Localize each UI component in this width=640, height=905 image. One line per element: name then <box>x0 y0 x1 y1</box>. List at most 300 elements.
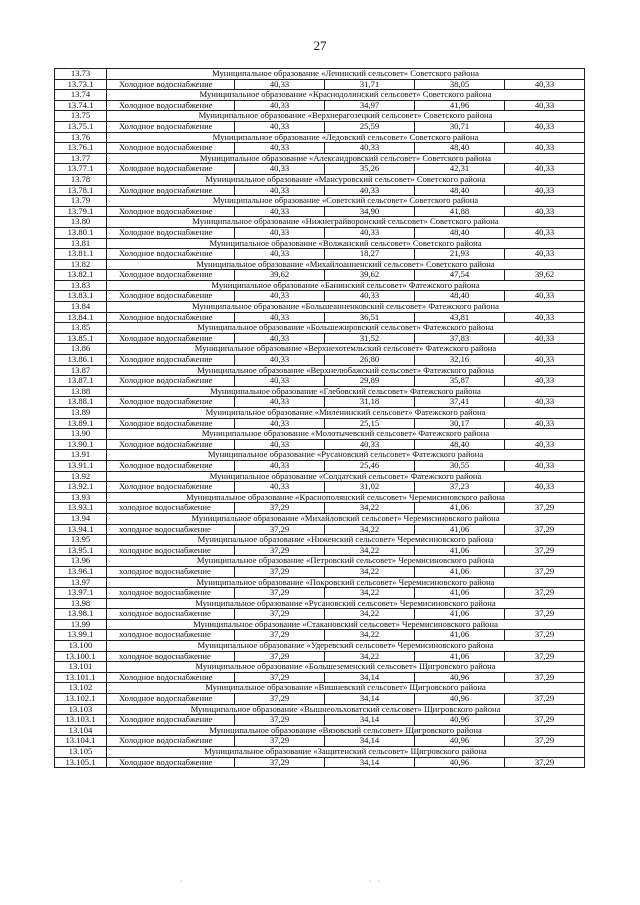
tariff-value-4: 40,33 <box>505 143 585 154</box>
tariff-value-1: 40,33 <box>235 143 325 154</box>
table-row <box>55 376 585 387</box>
tariff-value-1: 37,29 <box>235 588 325 599</box>
municipality-name: Муниципальное образование «Нижнеграйворонский сельсовет» Советского района <box>107 217 585 228</box>
municipality-row <box>55 153 585 164</box>
municipality-row <box>55 535 585 546</box>
municipality-name: Муниципальное образование «Вязовский сельсовет» Щигровского района <box>107 725 585 736</box>
row-code: 13.81.1 <box>55 249 107 260</box>
tariff-value-1: 37,29 <box>235 651 325 662</box>
municipality-row <box>55 577 585 588</box>
service-name: холодное водоснабжение <box>107 630 235 641</box>
municipality-name: Муниципальное образование «Банинский сельсовет» Фатежского района <box>107 280 585 291</box>
service-name: Холодное водоснабжение <box>107 270 235 281</box>
row-code: 13.92.1 <box>55 482 107 493</box>
row-code: 13.90.1 <box>55 439 107 450</box>
municipality-row <box>55 132 585 143</box>
tariff-value-4: 37,29 <box>505 566 585 577</box>
tariff-value-1: 37,29 <box>235 736 325 747</box>
tariff-value-1: 37,29 <box>235 545 325 556</box>
table-row <box>55 227 585 238</box>
table-row <box>55 312 585 323</box>
tariff-value-4: 37,29 <box>505 503 585 514</box>
tariff-value-1: 39,62 <box>235 270 325 281</box>
tariff-value-2: 25,15 <box>325 418 415 429</box>
tariff-value-1: 40,33 <box>235 249 325 260</box>
tariff-value-1: 37,29 <box>235 609 325 620</box>
row-code: 13.97 <box>55 577 107 588</box>
row-code: 13.92 <box>55 471 107 482</box>
tariff-value-3: 30,55 <box>415 460 505 471</box>
tariff-value-3: 41,06 <box>415 651 505 662</box>
tariff-value-3: 37,83 <box>415 333 505 344</box>
row-code: 13.101.1 <box>55 672 107 683</box>
municipality-row <box>55 196 585 207</box>
municipality-row <box>55 556 585 567</box>
service-name: Холодное водоснабжение <box>107 333 235 344</box>
table-row <box>55 333 585 344</box>
service-name: Холодное водоснабжение <box>107 482 235 493</box>
table-row <box>55 588 585 599</box>
row-code: 13.105 <box>55 747 107 758</box>
municipality-name: Муниципальное образование «Ленинский сельсовет» Советского района <box>107 69 585 80</box>
municipality-row <box>55 323 585 334</box>
municipality-name: Муниципальное образование «Верхнехотемльский сельсовет» Фатежского района <box>107 344 585 355</box>
municipality-name: Муниципальное образование «Русановский сельсовет» Фатежского района <box>107 450 585 461</box>
tariff-value-3: 48,40 <box>415 227 505 238</box>
tariff-value-3: 40,96 <box>415 736 505 747</box>
table-row <box>55 121 585 132</box>
municipality-name: Муниципальное образование «Глебовский сельсовет» Фатежского района <box>107 386 585 397</box>
tariff-value-2: 34,22 <box>325 566 415 577</box>
row-code: 13.89.1 <box>55 418 107 429</box>
tariff-value-2: 34,22 <box>325 524 415 535</box>
tariff-value-1: 40,33 <box>235 227 325 238</box>
tariff-value-2: 36,51 <box>325 312 415 323</box>
tariff-value-4: 40,33 <box>505 164 585 175</box>
table-row <box>55 630 585 641</box>
municipality-name: Муниципальное образование «Ниженский сельсовет» Черемисиновского района <box>107 535 585 546</box>
table-row <box>55 418 585 429</box>
municipality-row <box>55 598 585 609</box>
municipality-row <box>55 683 585 694</box>
municipality-row <box>55 513 585 524</box>
municipality-row <box>55 704 585 715</box>
service-name: Холодное водоснабжение <box>107 376 235 387</box>
tariff-value-4: 39,62 <box>505 270 585 281</box>
tariff-value-2: 34,22 <box>325 588 415 599</box>
tariff-value-1: 37,29 <box>235 524 325 535</box>
tariff-value-1: 40,33 <box>235 100 325 111</box>
municipality-row <box>55 429 585 440</box>
service-name: холодное водоснабжение <box>107 566 235 577</box>
municipality-name: Муниципальное образование «Стакановский сельсовет» Черемисиновского района <box>107 619 585 630</box>
municipality-row <box>55 280 585 291</box>
row-code: 13.86.1 <box>55 355 107 366</box>
service-name: Холодное водоснабжение <box>107 206 235 217</box>
row-code: 13.93 <box>55 492 107 503</box>
service-name: Холодное водоснабжение <box>107 355 235 366</box>
tariff-value-4: 37,29 <box>505 609 585 620</box>
table-row <box>55 460 585 471</box>
row-code: 13.98 <box>55 598 107 609</box>
municipality-name: Муниципальное образование «Вышнеольховатский сельсовет» Щигровского района <box>107 704 585 715</box>
row-code: 13.90 <box>55 429 107 440</box>
municipality-row <box>55 302 585 313</box>
row-code: 13.91 <box>55 450 107 461</box>
municipality-name: Муниципальное образование «Покровский сельсовет» Черемисиновского района <box>107 577 585 588</box>
table-row <box>55 164 585 175</box>
service-name: Холодное водоснабжение <box>107 227 235 238</box>
tariff-value-2: 31,71 <box>325 79 415 90</box>
table-row <box>55 482 585 493</box>
row-code: 13.97.1 <box>55 588 107 599</box>
row-code: 13.84 <box>55 302 107 313</box>
service-name: Холодное водоснабжение <box>107 249 235 260</box>
tariff-value-4: 40,33 <box>505 376 585 387</box>
row-code: 13.101 <box>55 662 107 673</box>
tariff-value-3: 37,23 <box>415 482 505 493</box>
service-name: Холодное водоснабжение <box>107 694 235 705</box>
service-name: Холодное водоснабжение <box>107 672 235 683</box>
tariff-value-1: 40,33 <box>235 376 325 387</box>
tariff-value-3: 30,17 <box>415 418 505 429</box>
table-row <box>55 185 585 196</box>
tariff-value-2: 40,33 <box>325 143 415 154</box>
tariff-value-1: 37,29 <box>235 715 325 726</box>
row-code: 13.94.1 <box>55 524 107 535</box>
row-code: 13.100.1 <box>55 651 107 662</box>
tariff-value-2: 25,59 <box>325 121 415 132</box>
row-code: 13.98.1 <box>55 609 107 620</box>
row-code: 13.83 <box>55 280 107 291</box>
row-code: 13.75 <box>55 111 107 122</box>
row-code: 13.89 <box>55 408 107 419</box>
service-name: холодное водоснабжение <box>107 545 235 556</box>
tariff-value-3: 38,05 <box>415 79 505 90</box>
municipality-name: Муниципальное образование «Советский сельсовет» Советского района <box>107 196 585 207</box>
tariff-value-2: 34,14 <box>325 694 415 705</box>
service-name: Холодное водоснабжение <box>107 143 235 154</box>
row-code: 13.75.1 <box>55 121 107 132</box>
tariff-value-1: 40,33 <box>235 185 325 196</box>
tariff-value-2: 26,80 <box>325 355 415 366</box>
tariff-value-3: 41,88 <box>415 206 505 217</box>
tariff-value-4: 37,29 <box>505 630 585 641</box>
municipality-row <box>55 725 585 736</box>
municipality-name: Муниципальное образование «Миленинский сельсовет» Фатежского района <box>107 408 585 419</box>
tariff-value-3: 30,71 <box>415 121 505 132</box>
tariff-value-4: 40,33 <box>505 418 585 429</box>
table-row <box>55 566 585 577</box>
row-code: 13.100 <box>55 641 107 652</box>
row-code: 13.73.1 <box>55 79 107 90</box>
municipality-name: Муниципальное образование «Молотычевский сельсовет» Фатежского района <box>107 429 585 440</box>
service-name: Холодное водоснабжение <box>107 121 235 132</box>
municipality-name: Муниципальное образование «Верхнерагозецкий сельсовет» Советского района <box>107 111 585 122</box>
tariff-value-3: 40,96 <box>415 757 505 768</box>
tariff-value-3: 32,16 <box>415 355 505 366</box>
table-row <box>55 503 585 514</box>
table-row <box>55 694 585 705</box>
tariff-value-3: 47,54 <box>415 270 505 281</box>
table-row <box>55 397 585 408</box>
service-name: Холодное водоснабжение <box>107 757 235 768</box>
table-row <box>55 206 585 217</box>
row-code: 13.85.1 <box>55 333 107 344</box>
row-code: 13.77.1 <box>55 164 107 175</box>
tariff-value-2: 40,33 <box>325 291 415 302</box>
tariff-value-2: 34,97 <box>325 100 415 111</box>
row-code: 13.84.1 <box>55 312 107 323</box>
table-row <box>55 291 585 302</box>
tariff-value-4: 40,33 <box>505 79 585 90</box>
tariff-value-2: 34,22 <box>325 503 415 514</box>
tariff-value-4: 37,29 <box>505 588 585 599</box>
service-name: Холодное водоснабжение <box>107 100 235 111</box>
tariff-value-4: 40,33 <box>505 312 585 323</box>
municipality-row <box>55 69 585 80</box>
tariff-value-4: 37,29 <box>505 524 585 535</box>
tariff-value-4: 40,33 <box>505 355 585 366</box>
tariff-value-2: 34,90 <box>325 206 415 217</box>
row-code: 13.81 <box>55 238 107 249</box>
tariff-table-body <box>55 69 585 768</box>
tariff-value-2: 31,02 <box>325 482 415 493</box>
tariff-value-3: 48,40 <box>415 291 505 302</box>
table-row <box>55 736 585 747</box>
tariff-value-2: 34,22 <box>325 609 415 620</box>
scan-artifact: · · · <box>180 877 382 886</box>
row-code: 13.96.1 <box>55 566 107 577</box>
row-code: 13.82.1 <box>55 270 107 281</box>
tariff-value-4: 40,33 <box>505 439 585 450</box>
table-row <box>55 270 585 281</box>
table-row <box>55 100 585 111</box>
service-name: холодное водоснабжение <box>107 524 235 535</box>
municipality-row <box>55 217 585 228</box>
tariff-value-3: 48,40 <box>415 185 505 196</box>
tariff-value-2: 34,14 <box>325 757 415 768</box>
tariff-value-3: 41,06 <box>415 588 505 599</box>
row-code: 13.95 <box>55 535 107 546</box>
table-row <box>55 609 585 620</box>
tariff-value-1: 40,33 <box>235 439 325 450</box>
row-code: 13.83.1 <box>55 291 107 302</box>
tariff-value-3: 21,93 <box>415 249 505 260</box>
tariff-value-4: 37,29 <box>505 545 585 556</box>
tariff-value-3: 41,06 <box>415 503 505 514</box>
tariff-table <box>54 68 585 768</box>
municipality-name: Муниципальное образование «Александровский сельсовет» Советского района <box>107 153 585 164</box>
tariff-value-3: 40,96 <box>415 672 505 683</box>
municipality-name: Муниципальное образование «Волжанский сельсовет» Советского района <box>107 238 585 249</box>
tariff-value-2: 34,22 <box>325 630 415 641</box>
service-name: холодное водоснабжение <box>107 651 235 662</box>
tariff-value-1: 40,33 <box>235 355 325 366</box>
tariff-value-2: 18,27 <box>325 249 415 260</box>
tariff-value-3: 41,06 <box>415 524 505 535</box>
table-row <box>55 672 585 683</box>
row-code: 13.95.1 <box>55 545 107 556</box>
tariff-value-3: 35,87 <box>415 376 505 387</box>
row-code: 13.74 <box>55 90 107 101</box>
table-row <box>55 524 585 535</box>
municipality-name: Муниципальное образование «Солдатский сельсовет» Фатежского района <box>107 471 585 482</box>
tariff-value-3: 40,96 <box>415 694 505 705</box>
tariff-value-1: 37,29 <box>235 566 325 577</box>
tariff-value-4: 40,33 <box>505 482 585 493</box>
tariff-value-2: 39,62 <box>325 270 415 281</box>
municipality-row <box>55 259 585 270</box>
municipality-row <box>55 365 585 376</box>
tariff-value-4: 40,33 <box>505 291 585 302</box>
row-code: 13.80.1 <box>55 227 107 238</box>
tariff-value-1: 37,29 <box>235 672 325 683</box>
service-name: Холодное водоснабжение <box>107 736 235 747</box>
tariff-value-1: 40,33 <box>235 418 325 429</box>
tariff-value-4: 40,33 <box>505 206 585 217</box>
tariff-value-3: 41,96 <box>415 100 505 111</box>
service-name: Холодное водоснабжение <box>107 397 235 408</box>
tariff-value-1: 40,33 <box>235 79 325 90</box>
tariff-value-2: 34,14 <box>325 736 415 747</box>
tariff-value-4: 37,29 <box>505 736 585 747</box>
row-code: 13.88.1 <box>55 397 107 408</box>
tariff-value-3: 41,06 <box>415 630 505 641</box>
tariff-value-4: 37,29 <box>505 651 585 662</box>
municipality-name: Муниципальное образование «Большежировский сельсовет» Фатежского района <box>107 323 585 334</box>
tariff-value-2: 29,89 <box>325 376 415 387</box>
municipality-name: Муниципальное образование «Большеземенский сельсовет» Щигровского района <box>107 662 585 673</box>
table-row <box>55 79 585 90</box>
tariff-value-2: 25,46 <box>325 460 415 471</box>
row-code: 13.91.1 <box>55 460 107 471</box>
row-code: 13.94 <box>55 513 107 524</box>
municipality-row <box>55 90 585 101</box>
row-code: 13.105.1 <box>55 757 107 768</box>
table-row <box>55 757 585 768</box>
tariff-value-1: 40,33 <box>235 291 325 302</box>
service-name: холодное водоснабжение <box>107 588 235 599</box>
service-name: холодное водоснабжение <box>107 503 235 514</box>
municipality-name: Муниципальное образование «Михайловский сельсовет» Черемисиновского района <box>107 513 585 524</box>
tariff-value-3: 42,31 <box>415 164 505 175</box>
table-row <box>55 545 585 556</box>
table-row <box>55 715 585 726</box>
tariff-value-2: 34,22 <box>325 651 415 662</box>
tariff-value-3: 43,81 <box>415 312 505 323</box>
row-code: 13.93.1 <box>55 503 107 514</box>
municipality-row <box>55 619 585 630</box>
municipality-row <box>55 111 585 122</box>
tariff-value-1: 40,33 <box>235 312 325 323</box>
row-code: 13.103 <box>55 704 107 715</box>
tariff-value-1: 37,29 <box>235 757 325 768</box>
tariff-value-1: 40,33 <box>235 460 325 471</box>
tariff-value-1: 40,33 <box>235 482 325 493</box>
service-name: Холодное водоснабжение <box>107 291 235 302</box>
municipality-row <box>55 238 585 249</box>
service-name: Холодное водоснабжение <box>107 79 235 90</box>
municipality-row <box>55 641 585 652</box>
service-name: Холодное водоснабжение <box>107 460 235 471</box>
tariff-value-4: 37,29 <box>505 715 585 726</box>
row-code: 13.78.1 <box>55 185 107 196</box>
tariff-value-1: 40,33 <box>235 206 325 217</box>
municipality-name: Муниципальное образование «Верхнелюбажский сельсовет» Фатежского района <box>107 365 585 376</box>
row-code: 13.104 <box>55 725 107 736</box>
municipality-name: Муниципальное образование «Ледовский сельсовет» Советского района <box>107 132 585 143</box>
service-name: Холодное водоснабжение <box>107 439 235 450</box>
tariff-value-3: 41,06 <box>415 609 505 620</box>
row-code: 13.86 <box>55 344 107 355</box>
service-name: Холодное водоснабжение <box>107 185 235 196</box>
tariff-value-4: 40,33 <box>505 460 585 471</box>
tariff-value-2: 40,33 <box>325 227 415 238</box>
tariff-value-4: 40,33 <box>505 227 585 238</box>
tariff-value-2: 34,14 <box>325 715 415 726</box>
tariff-value-3: 41,06 <box>415 566 505 577</box>
row-code: 13.76 <box>55 132 107 143</box>
municipality-name: Муниципальное образование «Краснополянский сельсовет» Черемисиновского района <box>107 492 585 503</box>
service-name: Холодное водоснабжение <box>107 715 235 726</box>
row-code: 13.82 <box>55 259 107 270</box>
tariff-value-1: 40,33 <box>235 164 325 175</box>
row-code: 13.73 <box>55 69 107 80</box>
tariff-value-3: 37,41 <box>415 397 505 408</box>
municipality-row <box>55 386 585 397</box>
municipality-name: Муниципальное образование «Большеанненковский сельсовет» Фатежского района <box>107 302 585 313</box>
tariff-value-3: 48,40 <box>415 143 505 154</box>
tariff-value-1: 37,29 <box>235 694 325 705</box>
tariff-value-4: 37,29 <box>505 757 585 768</box>
row-code: 13.85 <box>55 323 107 334</box>
row-code: 13.77 <box>55 153 107 164</box>
municipality-name: Муниципальное образование «Вишневский сельсовет» Щигровского района <box>107 683 585 694</box>
tariff-value-4: 40,33 <box>505 397 585 408</box>
row-code: 13.78 <box>55 174 107 185</box>
row-code: 13.74.1 <box>55 100 107 111</box>
table-row <box>55 439 585 450</box>
row-code: 13.96 <box>55 556 107 567</box>
municipality-name: Муниципальное образование «Удеревский сельсовет» Черемисиновского района <box>107 641 585 652</box>
service-name: Холодное водоснабжение <box>107 312 235 323</box>
row-code: 13.76.1 <box>55 143 107 154</box>
municipality-name: Муниципальное образование «Краснодолинский сельсовет» Советского района <box>107 90 585 101</box>
tariff-value-4: 40,33 <box>505 333 585 344</box>
tariff-value-1: 40,33 <box>235 333 325 344</box>
tariff-value-2: 34,14 <box>325 672 415 683</box>
service-name: Холодное водоснабжение <box>107 164 235 175</box>
tariff-value-4: 37,29 <box>505 694 585 705</box>
row-code: 13.88 <box>55 386 107 397</box>
tariff-value-3: 48,40 <box>415 439 505 450</box>
row-code: 13.79 <box>55 196 107 207</box>
municipality-row <box>55 471 585 482</box>
row-code: 13.99.1 <box>55 630 107 641</box>
tariff-value-1: 40,33 <box>235 397 325 408</box>
tariff-value-3: 40,96 <box>415 715 505 726</box>
municipality-row <box>55 450 585 461</box>
tariff-value-1: 40,33 <box>235 121 325 132</box>
municipality-name: Муниципальное образование «Михайлоанненский сельсовет» Советского района <box>107 259 585 270</box>
tariff-value-1: 37,29 <box>235 630 325 641</box>
municipality-row <box>55 747 585 758</box>
row-code: 13.102.1 <box>55 694 107 705</box>
table-row <box>55 355 585 366</box>
row-code: 13.102 <box>55 683 107 694</box>
table-row <box>55 249 585 260</box>
